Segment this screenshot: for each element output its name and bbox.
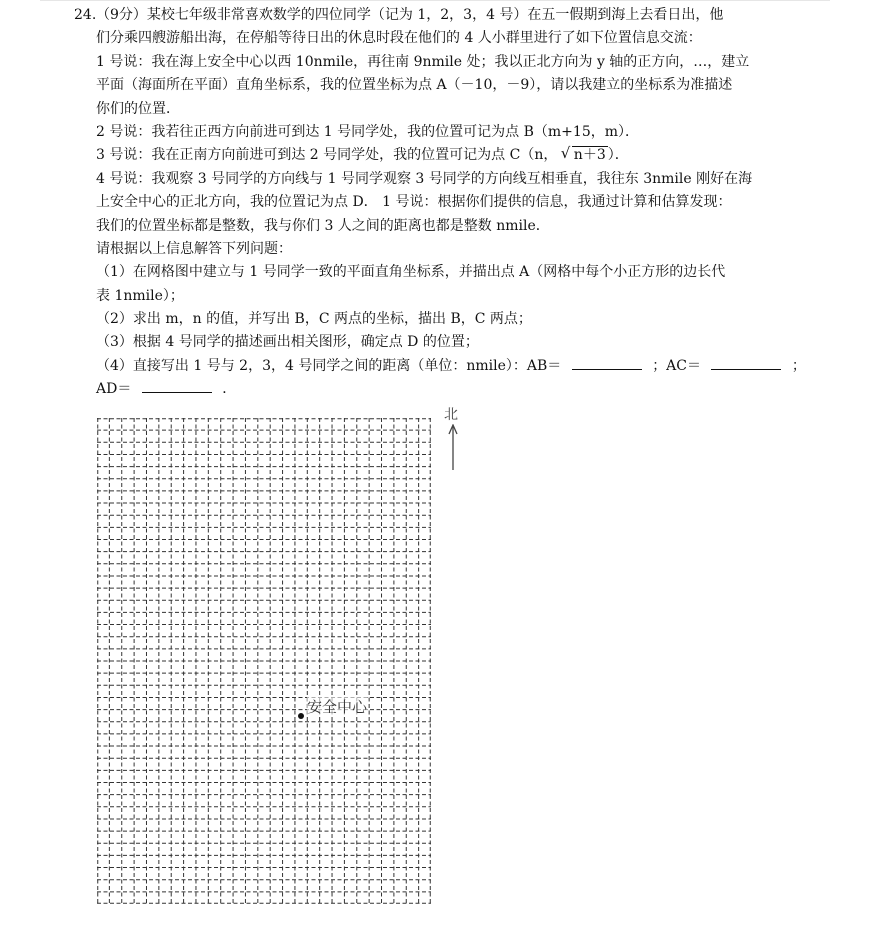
sqrt-expression: √ n＋3 bbox=[562, 144, 608, 167]
answer-blank-ab[interactable] bbox=[572, 355, 642, 370]
question-line-11: 请根据以上信息解答下列问题： bbox=[96, 240, 292, 257]
question-line-4: 平面（海面所在平面）直角坐标系，我的位置坐标为点 A（－10，－9），请以我建立的坐标系为准描述 bbox=[96, 77, 733, 94]
question-line-3: 1 号说：我在海上安全中心以西 10nmile，再往南 9nmile 处；我以正北方向为 y 轴的正方向，…，建立 bbox=[96, 53, 750, 70]
coordinate-grid[interactable] bbox=[97, 418, 431, 904]
question-line-12: （1）在网格图中建立与 1 号同学一致的平面直角坐标系，并描出点 A（网格中每个小正方形的边长代 bbox=[96, 264, 726, 281]
question-line-5: 你们的位置． bbox=[96, 100, 180, 117]
question-text bbox=[74, 4, 806, 402]
question-line-16: （4）直接写出 1 号与 2，3，4 号同学之间的距离（单位：nmile）：AB＝ ；AC＝ ； bbox=[96, 355, 806, 378]
question-line-1: 24. （9分）某校七年级非常喜欢数学的四位同学（记为 1，2，3，4 号）在五一假期到海上去看日出，他 bbox=[96, 4, 806, 27]
question-number: 24. bbox=[74, 7, 97, 23]
question-line-17: AD＝ ． bbox=[96, 378, 806, 401]
page-top-rule bbox=[40, 0, 830, 1]
question-line-15: （3）根据 4 号同学的描述画出相关图形，确定点 D 的位置； bbox=[96, 334, 479, 351]
question-line-13: 表 1nmile）； bbox=[96, 287, 184, 304]
question-line-2: 们分乘四艘游船出海，在停船等待日出的休息时段在他们的 4 人小群里进行了如下位置信息交流： bbox=[96, 30, 702, 47]
answer-blank-ad[interactable] bbox=[142, 378, 212, 393]
question-line-14: （2）求出 m，n 的值，并写出 B，C 两点的坐标，描出 B，C 两点； bbox=[96, 311, 532, 328]
question-line-10: 我们的位置坐标都是整数，我与你们 3 人之间的距离也都是整数 nmile． bbox=[96, 217, 550, 234]
question-line-8: 4 号说：我观察 3 号同学的方向线与 1 号同学观察 3 号同学的方向线互相垂直，我往东 3nmile 刚好在海 bbox=[96, 170, 753, 187]
answer-blank-ac[interactable] bbox=[711, 355, 781, 370]
question-line-6: 2 号说：我若往正西方向前进可到达 1 号同学处，我的位置可记为点 B（m+15，m）． bbox=[96, 123, 639, 140]
north-arrow-icon bbox=[446, 424, 460, 470]
safety-center-point bbox=[298, 713, 304, 719]
safety-center-label: 安全中心 bbox=[307, 698, 368, 716]
question-line-9: 上安全中心的正北方向，我的位置记为点 D． 1 号说：根据你们提供的信息，我通过计算和估算发现： bbox=[96, 194, 732, 211]
north-label: 北 bbox=[444, 407, 458, 423]
question-line-7: 3 号说：我在正南方向前进可到达 2 号同学处，我的位置可记为点 C（n， √ n＋3 ）． bbox=[96, 144, 806, 167]
